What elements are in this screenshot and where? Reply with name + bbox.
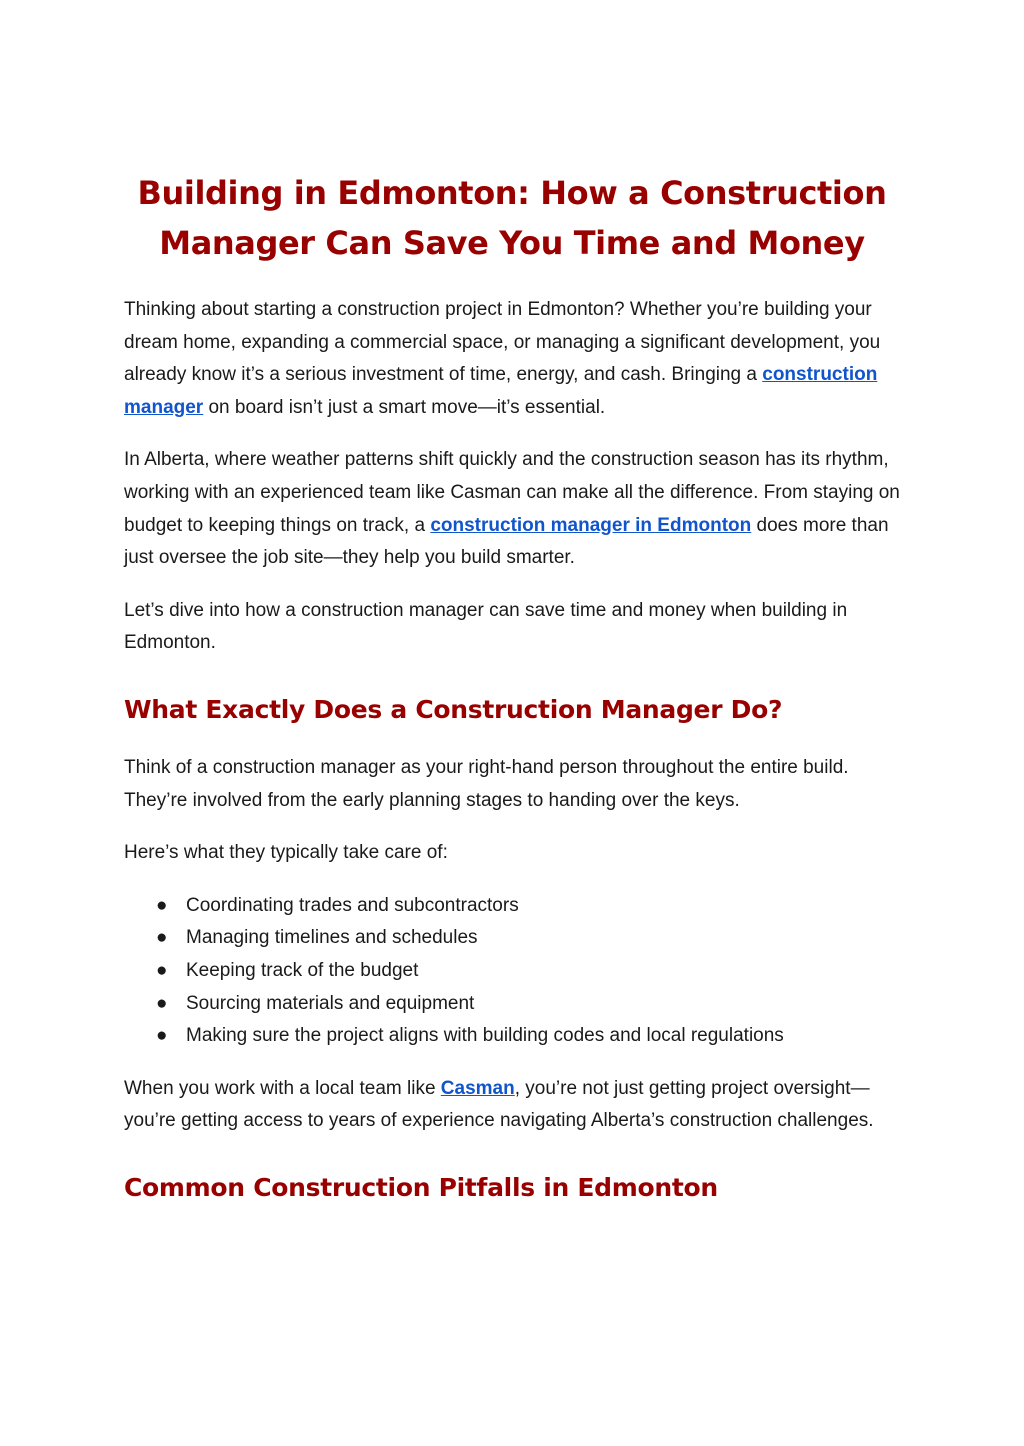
- construction-manager-link[interactable]: construction manager: [124, 364, 878, 418]
- section1-paragraph-3: [124, 1073, 900, 1138]
- bullet-icon: ●: [156, 1025, 168, 1047]
- construction-manager-edmonton-link[interactable]: construction manager in Edmonton: [430, 514, 752, 536]
- section-heading-what-does-cm-do: What Exactly Does a Construction Manager Do?: [124, 694, 783, 724]
- section1-paragraph-1: Think of a construction manager as your right-hand person throughout the entire build. They’re involved from the early planning stages to handing over the keys.: [124, 756, 849, 811]
- list-item: [124, 955, 900, 988]
- responsibilities-list: [124, 890, 900, 1053]
- list-item: [124, 922, 900, 955]
- section1-p3-text-before: When you work with a local team like: [124, 1077, 441, 1099]
- intro-p1-text-before: Thinking about starting a construction project in Edmonton? Whether you’re building your dream home, expanding a commercial space, or managing a significant development, you already know it’s a serious investment of time, energy, and cash. Bringing a: [124, 299, 881, 386]
- list-item-text: Coordinating trades and subcontractors: [186, 894, 519, 916]
- bullet-icon: ●: [156, 894, 168, 916]
- document-title: Building in Edmonton: How a Construction Manager Can Save You Time and Money: [137, 174, 887, 262]
- casman-link[interactable]: Casman: [440, 1077, 515, 1099]
- intro-paragraph-2: [124, 444, 900, 574]
- bullet-icon: ●: [156, 959, 168, 981]
- document-page: [124, 168, 900, 1230]
- intro-p2-text-after: does more than just oversee the job site—they help you build smarter.: [124, 514, 889, 569]
- list-item: [124, 1020, 900, 1053]
- list-item-text: Sourcing materials and equipment: [186, 992, 475, 1014]
- section1-p3-text-after: , you’re not just getting project oversight—you’re getting access to years of experience navigating Alberta’s construction challenges.: [124, 1077, 874, 1132]
- intro-paragraph-3: Let’s dive into how a construction manager can save time and money when building in Edmonton.: [124, 599, 848, 654]
- intro-paragraph-1: [124, 294, 900, 424]
- list-item: [124, 890, 900, 923]
- list-item-text: Managing timelines and schedules: [186, 927, 478, 949]
- list-item-text: Making sure the project aligns with building codes and local regulations: [186, 1025, 784, 1047]
- section1-paragraph-2: Here’s what they typically take care of:: [124, 842, 448, 864]
- list-item: [124, 988, 900, 1021]
- intro-p2-text-before: In Alberta, where weather patterns shift quickly and the construction season has its rhythm, working with an experienced team like Casman can make all the difference. From staying on budget to keeping things on track, a: [124, 449, 900, 536]
- section-heading-common-pitfalls: Common Construction Pitfalls in Edmonton: [124, 1172, 718, 1202]
- list-item-text: Keeping track of the budget: [186, 959, 419, 981]
- bullet-icon: ●: [156, 927, 168, 949]
- intro-p1-text-after: on board isn’t just a smart move—it’s essential.: [203, 396, 606, 418]
- bullet-icon: ●: [156, 992, 168, 1014]
